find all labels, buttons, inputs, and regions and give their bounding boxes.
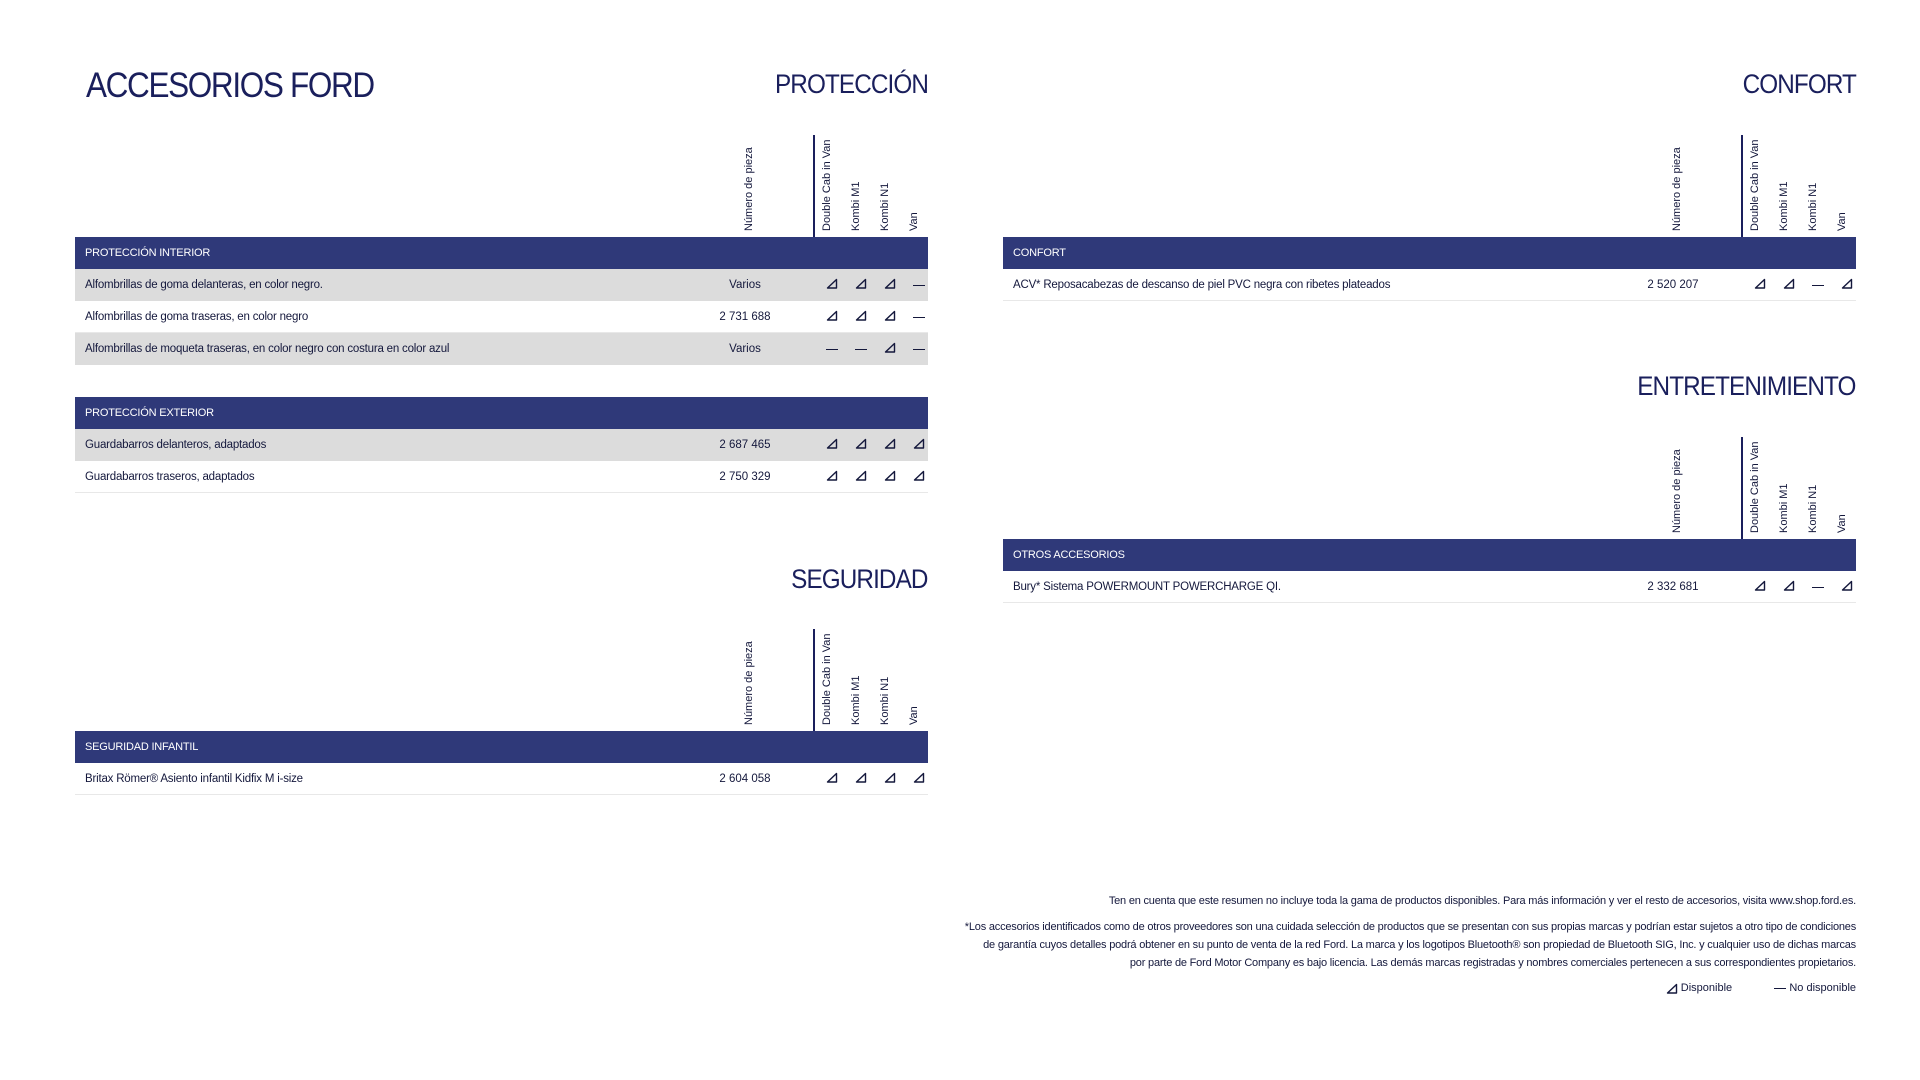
available-triangle-icon xyxy=(880,429,900,461)
column-header: Kombi N1 xyxy=(1807,484,1819,533)
row-description: ACV* Reposacabezas de descanso de piel PVC negra con ribetes plateados xyxy=(1013,279,1391,291)
footer-disclaimer-line-1: *Los accesorios identificados como de otros proveedores son una cuidada selección de productos que se presentan con sus propias marcas y podrían estar sujetos a otro tipo de condiciones xyxy=(964,921,1856,933)
part-number: 2 731 688 xyxy=(719,311,771,323)
available-triangle-icon xyxy=(880,461,900,493)
available-triangle-icon xyxy=(880,763,900,795)
column-headers xyxy=(75,135,928,237)
category-band: PROTECCIÓN INTERIOR xyxy=(75,237,928,269)
legend-available-label: Disponible xyxy=(1680,982,1733,995)
column-divider xyxy=(1741,437,1743,539)
available-triangle-icon xyxy=(822,269,842,301)
column-divider xyxy=(1741,135,1743,237)
column-header: Van xyxy=(1836,514,1848,533)
available-triangle-icon xyxy=(1837,571,1857,603)
seguridad-table xyxy=(75,629,928,795)
column-divider xyxy=(813,135,815,237)
column-header: Kombi M1 xyxy=(850,181,862,231)
available-triangle-icon xyxy=(822,763,842,795)
section-title-proteccion: PROTECCIÓN xyxy=(774,69,928,99)
unavailable-dash-icon xyxy=(909,301,929,333)
category-band: PROTECCIÓN EXTERIOR xyxy=(75,397,928,429)
row-description: Guardabarros delanteros, adaptados xyxy=(85,439,267,451)
column-headers xyxy=(1003,135,1856,237)
part-number: 2 604 058 xyxy=(719,773,771,785)
table-row xyxy=(75,429,928,461)
section-title-confort: CONFORT xyxy=(1742,69,1856,99)
category-band: OTROS ACCESORIOS xyxy=(1003,539,1856,571)
available-triangle-icon xyxy=(880,269,900,301)
available-triangle-icon xyxy=(1750,269,1770,301)
unavailable-dash-icon xyxy=(1774,988,1786,989)
column-header: Double Cab in Van xyxy=(1749,139,1761,231)
legend-unavailable-label: No disponible xyxy=(1789,982,1856,995)
unavailable-dash-icon xyxy=(1808,269,1828,301)
available-triangle-icon xyxy=(851,429,871,461)
column-header: Kombi N1 xyxy=(1807,182,1819,231)
column-header: Número de pieza xyxy=(743,147,755,231)
column-header: Número de pieza xyxy=(1671,147,1683,231)
group-spacer xyxy=(75,365,928,397)
part-number: 2 750 329 xyxy=(719,471,771,483)
part-number: 2 687 465 xyxy=(719,439,771,451)
unavailable-dash-icon xyxy=(1808,571,1828,603)
column-header: Kombi M1 xyxy=(1778,181,1790,231)
available-triangle-icon xyxy=(880,333,900,365)
available-triangle-icon xyxy=(851,763,871,795)
table-row xyxy=(75,461,928,493)
legend xyxy=(1666,982,1856,994)
row-description: Britax Römer® Asiento infantil Kidfix M i-size xyxy=(85,773,303,785)
column-header: Double Cab in Van xyxy=(821,139,833,231)
available-triangle-icon xyxy=(851,269,871,301)
part-number: Varios xyxy=(729,279,761,291)
row-description: Alfombrillas de goma traseras, en color negro xyxy=(85,311,309,323)
page-title: ACCESORIOS FORD xyxy=(86,66,374,105)
column-header: Número de pieza xyxy=(1671,449,1683,533)
available-triangle-icon xyxy=(1666,982,1678,994)
unavailable-dash-icon xyxy=(909,333,929,365)
column-header: Kombi N1 xyxy=(879,676,891,725)
available-triangle-icon xyxy=(909,429,929,461)
part-number: 2 520 207 xyxy=(1647,279,1699,291)
row-description: Alfombrillas de moqueta traseras, en color negro con costura en color azul xyxy=(85,343,450,355)
footer-note: Ten en cuenta que este resumen no incluye toda la gama de productos disponibles. Para más información y ver el resto de accesorios, visita www.shop.ford.es. xyxy=(1108,895,1856,907)
column-header: Van xyxy=(908,212,920,231)
column-headers xyxy=(75,629,928,731)
column-header: Kombi M1 xyxy=(1778,483,1790,533)
available-triangle-icon xyxy=(822,429,842,461)
available-triangle-icon xyxy=(851,461,871,493)
available-triangle-icon xyxy=(909,461,929,493)
table-row xyxy=(1003,571,1856,603)
table-row xyxy=(75,269,928,301)
available-triangle-icon xyxy=(822,461,842,493)
available-triangle-icon xyxy=(909,763,929,795)
unavailable-dash-icon xyxy=(822,333,842,365)
row-description: Bury* Sistema POWERMOUNT POWERCHARGE QI. xyxy=(1013,581,1281,593)
category-band: CONFORT xyxy=(1003,237,1856,269)
available-triangle-icon xyxy=(1837,269,1857,301)
row-description: Guardabarros traseros, adaptados xyxy=(85,471,255,483)
table-row xyxy=(1003,269,1856,301)
column-headers xyxy=(1003,437,1856,539)
footer-disclaimer-line-2: de garantía cuyos detalles podrá obtener en su punto de venta de la red Ford. La marca y los logotipos Bluetooth® son propiedad de Bluetooth SIG, Inc. y cualquier uso de dichas marcas xyxy=(983,939,1856,951)
entretenimiento-table xyxy=(1003,437,1856,603)
column-header: Double Cab in Van xyxy=(1749,441,1761,533)
column-header: Double Cab in Van xyxy=(821,633,833,725)
table-row xyxy=(75,333,928,365)
section-title-seguridad: SEGURIDAD xyxy=(791,564,928,594)
available-triangle-icon xyxy=(851,301,871,333)
column-header: Van xyxy=(1836,212,1848,231)
category-band: SEGURIDAD INFANTIL xyxy=(75,731,928,763)
unavailable-dash-icon xyxy=(909,269,929,301)
column-header: Kombi N1 xyxy=(879,182,891,231)
table-row xyxy=(75,301,928,333)
available-triangle-icon xyxy=(1779,571,1799,603)
row-description: Alfombrillas de goma delanteras, en color negro. xyxy=(85,279,323,291)
confort-table xyxy=(1003,135,1856,301)
footer-disclaimer-line-3: por parte de Ford Motor Company es bajo licencia. Las demás marcas registradas y nombres comerciales pertenecen a sus correspondientes propietarios. xyxy=(1129,957,1856,969)
available-triangle-icon xyxy=(1750,571,1770,603)
unavailable-dash-icon xyxy=(851,333,871,365)
part-number: 2 332 681 xyxy=(1647,581,1699,593)
column-header: Kombi M1 xyxy=(850,675,862,725)
available-triangle-icon xyxy=(822,301,842,333)
column-divider xyxy=(813,629,815,731)
column-header: Van xyxy=(908,706,920,725)
column-header: Número de pieza xyxy=(743,641,755,725)
section-title-entretenimiento: ENTRETENIMIENTO xyxy=(1637,371,1856,401)
available-triangle-icon xyxy=(880,301,900,333)
part-number: Varios xyxy=(729,343,761,355)
proteccion-table xyxy=(75,135,928,493)
table-row xyxy=(75,763,928,795)
available-triangle-icon xyxy=(1779,269,1799,301)
